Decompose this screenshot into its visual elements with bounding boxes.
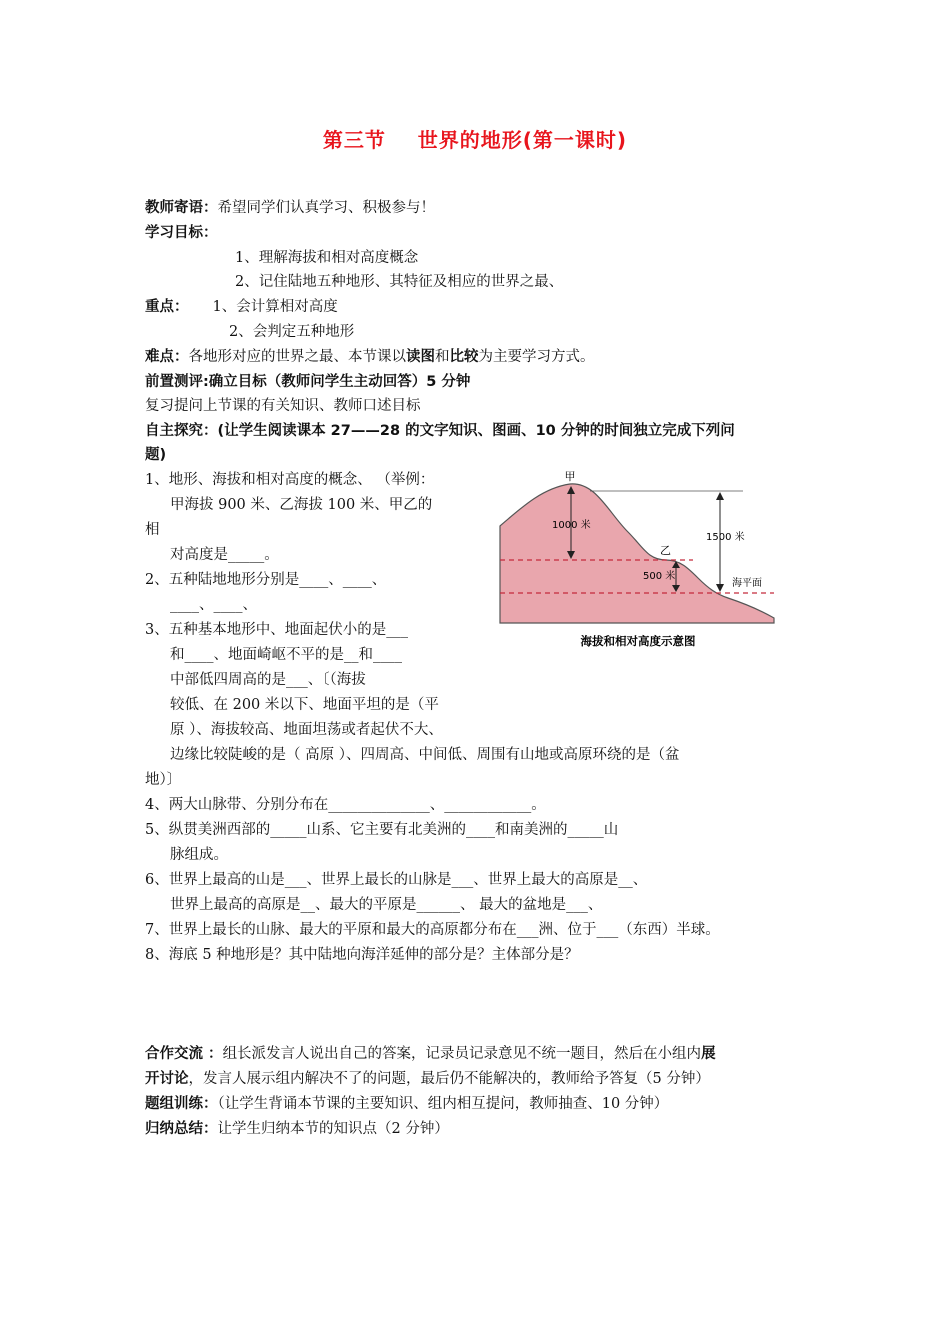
teacher-message <box>145 198 435 218</box>
objective-item: 2、记住陆地五种地形、其特征及相应的世界之最、 <box>235 274 564 290</box>
pretest-label: 前置测评:确立目标（教师问学生主动回答）5 分钟 <box>145 374 471 390</box>
cooperate-bold: 开讨论 <box>145 1071 189 1087</box>
objective-item: 1、理解海拔和相对高度概念 <box>235 250 419 266</box>
summary-label: 归纳总结： <box>145 1121 218 1137</box>
question-6-line: 6、世界上最高的山是___、世界上最长的山脉是___、世界上最大的高原是__、 <box>145 872 648 888</box>
cooperate-line <box>145 1069 710 1089</box>
teacher-message-label: 教师寄语： <box>145 200 218 216</box>
summary-line <box>145 1119 449 1139</box>
question-1-line: 相 <box>145 522 160 538</box>
question-3-line: 边缘比较陡峻的是（ 高原 ）、四周高、中间低、周围有山地或高原环绕的是（盆 <box>170 747 680 763</box>
cooperate-text: ，发言人展示组内解决不了的问题，最后仍不能解决的，教师给予答复（5 分钟） <box>188 1071 710 1087</box>
question-4: 4、两大山脉带、分别分布在______________、____________。 <box>145 797 546 813</box>
label-500: 500 米 <box>643 571 676 582</box>
question-3-line: 较低、在 200 米以下、地面平坦的是（平 <box>170 697 439 713</box>
question-1-line: 对高度是_____。 <box>170 547 279 563</box>
question-3-line: 原 ）、海拔较高、地面坦荡或者起伏不大、 <box>170 722 443 738</box>
label-sea-level: 海平面 <box>732 578 762 589</box>
pretest-text: 复习提问上节课的有关知识、教师口述目标 <box>145 398 421 414</box>
key-points <box>145 297 338 317</box>
difficulty-keyword: 读图 <box>406 349 435 365</box>
difficulty-text: 各地形对应的世界之最、本节课以 <box>188 349 406 365</box>
difficulty-keyword: 比较 <box>449 349 479 365</box>
difficulty-text: 和 <box>435 349 450 365</box>
label-yi: 乙 <box>660 544 671 557</box>
cooperate-bold: 展 <box>701 1046 716 1062</box>
question-7: 7、世界上最长的山脉、最大的平原和最大的高原都分布在___洲、位于___（东西）半球。 <box>145 922 720 938</box>
objectives-label: 学习目标： <box>145 225 218 241</box>
cooperate-label: 合作交流 ： <box>145 1046 223 1062</box>
label-1000: 1000 米 <box>552 520 591 531</box>
question-5-line: 脉组成。 <box>170 847 228 863</box>
key-point-item: 2、会判定五种地形 <box>229 324 355 340</box>
teacher-message-text: 希望同学们认真学习、积极参与！ <box>217 200 435 216</box>
question-8: 8、海底 5 种地形是？其中陆地向海洋延伸的部分是？主体部分是？ <box>145 947 579 963</box>
question-2-line: 2、五种陆地地形分别是____、____、 <box>145 572 387 588</box>
cooperate-text: 组长派发言人说出自己的答案，记录员记录意见不统一题目，然后在小组内 <box>222 1046 702 1062</box>
difficulty <box>145 347 595 367</box>
question-5-line: 5、纵贯美洲西部的_____山系、它主要有北美洲的____和南美洲的_____山 <box>145 822 619 838</box>
training-text: （让学生背诵本节课的主要知识、组内相互提问，教师抽查、10 分钟） <box>217 1096 669 1112</box>
question-3-line: 和____、地面崎岖不平的是__和____ <box>170 647 402 663</box>
key-points-label: 重点： <box>145 299 189 315</box>
question-3-line: 地）〕 <box>145 772 182 788</box>
summary-text: 让学生归纳本节的知识点（2 分钟） <box>217 1121 449 1137</box>
training-label: 题组训练： <box>145 1096 218 1112</box>
label-jia: 甲 <box>564 470 576 483</box>
question-1-line: 甲海拔 900 米、乙海拔 100 米、甲乙的 <box>170 497 433 513</box>
question-3-line: 中部低四周高的是___、〔（海拔 <box>170 672 366 688</box>
question-2-line: ____、____、 <box>170 597 257 613</box>
difficulty-label: 难点： <box>145 349 189 365</box>
self-study-line: 题) <box>145 447 167 463</box>
question-6-line: 世界上最高的高原是__、最大的平原是______、 最大的盆地是___、 <box>170 897 603 913</box>
figure-caption: 海拔和相对高度示意图 <box>580 634 696 648</box>
question-1-line: 1、地形、海拔和相对高度的概念、 （举例： <box>145 472 435 488</box>
difficulty-text: 为主要学习方式。 <box>478 349 595 365</box>
self-study-line: 自主探究：(让学生阅读课本 27——28 的文字知识、图画、10 分钟的时间独立完成下列问 <box>145 423 735 439</box>
question-3-line: 3、五种基本地形中、地面起伏小的是___ <box>145 622 408 638</box>
training-line <box>145 1094 668 1114</box>
label-1500: 1500 米 <box>706 532 745 543</box>
cooperate-line <box>145 1044 716 1064</box>
elevation-diagram <box>498 468 778 658</box>
key-point-item: 1、会计算相对高度 <box>212 299 338 315</box>
page-title: 第三节 世界的地形(第一课时) <box>322 128 628 152</box>
